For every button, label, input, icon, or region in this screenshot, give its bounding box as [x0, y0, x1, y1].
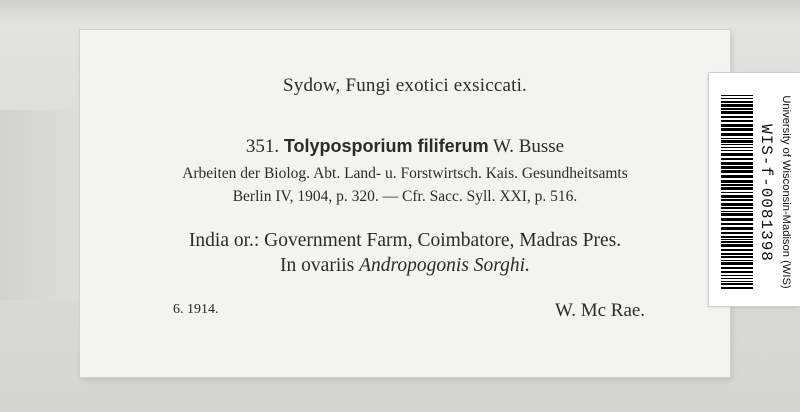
- institution-name: University of Wisconsin-Madison (WIS): [780, 94, 792, 289]
- collector-name: W. Mc Rae.: [555, 300, 646, 321]
- barcode-tag: [709, 73, 800, 306]
- barcode-bar: [721, 249, 753, 251]
- barcode-bar: [721, 239, 753, 240]
- barcode-bar: [721, 108, 753, 110]
- barcode-bar: [721, 199, 753, 201]
- exsiccata-number: 351.: [245, 136, 280, 157]
- species-epithet: filiferum: [417, 136, 489, 156]
- reference-line-2: Berlin IV, 1904, p. 320. — Cfr. Sacc. Syll. XXI, p. 516.: [232, 188, 578, 205]
- barcode-bar: [721, 236, 753, 238]
- barcode-bar: [721, 128, 753, 131]
- barcode-bar: [721, 192, 753, 193]
- barcode-bar: [721, 120, 753, 122]
- barcode-bar: [721, 244, 753, 247]
- barcode-bar: [721, 256, 753, 258]
- barcode-bar: [721, 275, 753, 276]
- barcode-bar: [721, 124, 753, 127]
- barcode-bar: [721, 232, 753, 234]
- barcode-bar: [721, 150, 753, 151]
- barcode-bar: [721, 175, 753, 178]
- barcode-bar: [721, 144, 753, 145]
- barcode-bar: [721, 203, 753, 206]
- barcode-bar: [721, 278, 753, 279]
- barcode-bar: [721, 271, 753, 273]
- barcode-bar: [721, 98, 753, 99]
- barcode-bar: [721, 218, 753, 221]
- barcode-bar: [721, 283, 753, 285]
- barcode-bar: [721, 101, 753, 103]
- barcode-bar: [721, 153, 753, 156]
- reference-line-1: Arbeiten der Biolog. Abt. Land- u. Forstwirtsch. Kais. Gesundheitsamts: [182, 165, 628, 182]
- barcode-bar: [721, 211, 753, 212]
- barcode-bar: [721, 138, 753, 139]
- envelope-top-edge: [0, 0, 800, 22]
- barcode-bar: [721, 116, 753, 118]
- barcode-bar: [721, 162, 753, 165]
- barcode-bar: [721, 262, 753, 265]
- barcode-bar: [721, 195, 753, 198]
- species-name: [284, 136, 489, 156]
- genus-name: Tolyposporium: [283, 136, 413, 156]
- barcode-bar: [721, 253, 753, 255]
- barcode-bar: [721, 281, 753, 282]
- species-author: W. Busse: [493, 136, 565, 157]
- barcode-bar: [721, 227, 753, 230]
- host-prefix: In ovariis: [280, 255, 355, 276]
- barcode-bar: [721, 267, 753, 269]
- barcode-bar: [721, 166, 753, 169]
- barcode-bar: [721, 260, 753, 261]
- locality-line: India or.: Government Farm, Coimbatore, Madras Pres.: [188, 230, 622, 251]
- barcode-bar: [721, 140, 753, 143]
- barcode-bar: [721, 95, 753, 96]
- accession-number: WIS-f-0081398: [757, 124, 775, 262]
- host-line: [80, 255, 730, 277]
- envelope-flap: [0, 110, 80, 300]
- barcode-bar: [721, 104, 753, 107]
- barcode-bar: [721, 180, 753, 183]
- barcode-bar: [721, 241, 753, 243]
- barcode-bar: [721, 170, 753, 173]
- barcode-bar: [721, 158, 753, 160]
- barcode-bar: [721, 223, 753, 225]
- barcode-bar: [721, 207, 753, 209]
- barcode-bar: [721, 133, 753, 136]
- series-title: Sydow, Fungi exotici exsiccati.: [282, 75, 527, 96]
- barcode-image: [721, 93, 753, 293]
- barcode-bar: [721, 287, 753, 289]
- barcode-bar: [721, 187, 753, 190]
- barcode-bar: [721, 111, 753, 114]
- specimen-label: [80, 30, 730, 377]
- collection-date: 6. 1914.: [173, 302, 219, 317]
- accession-number-box: [757, 95, 775, 291]
- barcode-bar: [721, 213, 753, 216]
- species-line: [80, 136, 730, 158]
- host-name: Andropogonis Sorghi.: [359, 255, 530, 276]
- barcode-bar: [721, 147, 753, 148]
- institution-box: [775, 89, 797, 294]
- barcode-bar: [721, 184, 753, 186]
